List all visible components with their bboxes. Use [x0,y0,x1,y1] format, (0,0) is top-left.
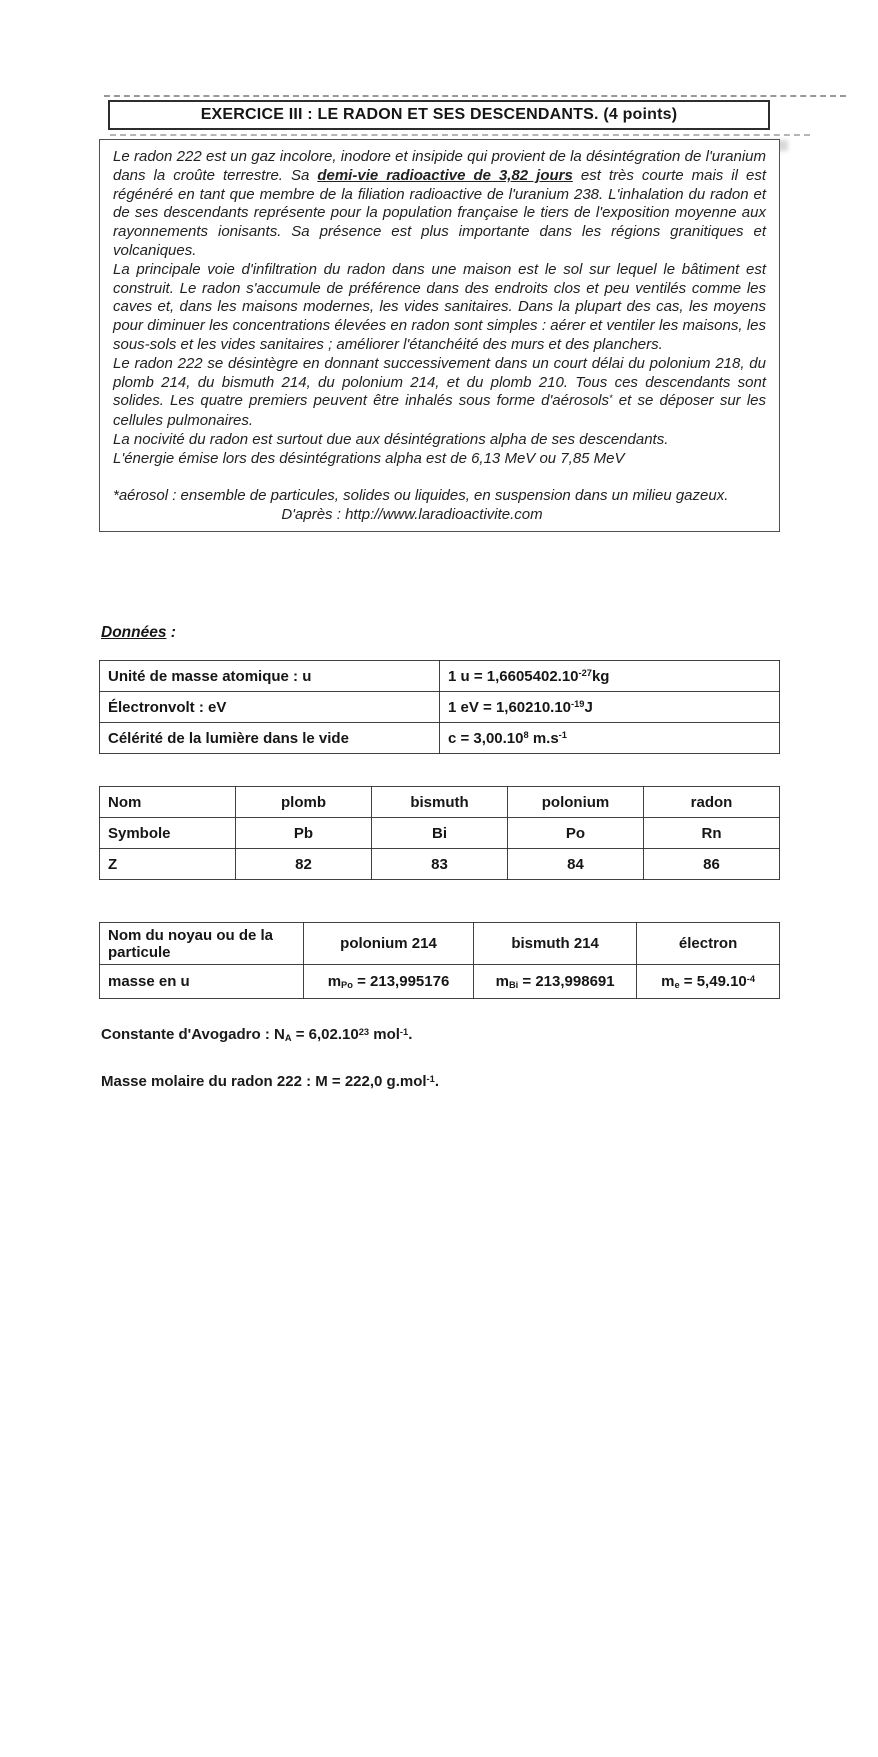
mass-value: mPo = 213,995176 [304,965,474,999]
aerosol-footnote: *aérosol : ensemble de particules, solides ou liquides, en suspension dans un milieu gazeux. [113,486,729,504]
intro-text-box [99,139,780,532]
table-row [100,661,780,692]
elements-table [99,786,780,880]
element-z: 84 [508,849,644,880]
constant-value: $c = 3,00.10^8$ $m.s^{-1}$ [440,723,780,754]
intro-paragraph-2: La principale voie d'infiltration du radon dans une maison est le sol sur lequel le bâtiment est construit. Le radon s'accumule de préférence dans des endroits clos et peu ventilés comme les caves et, dans les maisons modernes, les vides sanitaires. Dans la plupart des cas, les moyens pour diminuer les concentrations élevées en radon sont simples : aérer et ventiler les maisons, les sous-sols et les vides sanitaires ; améliorer l'étanchéité des murs et des planchers. [113,260,766,353]
element-name: polonium [508,787,644,818]
scan-artifact-line [110,134,810,136]
donnees-heading: Données : [101,624,176,641]
source-line: D'après : http://www.laradioactivite.com [281,506,543,524]
scan-artifact-line [104,95,846,97]
masses-table [99,922,780,999]
element-z: 83 [372,849,508,880]
column-header: bismuth 214 [474,923,637,965]
table-row [100,965,780,999]
intro-paragraph-1: Le radon 222 est un gaz incolore, inodore et insipide qui provient de la désintégration de l'uranium dans la croûte terrestre. Sa demi-vie radioactive de 3,82 jours est très courte mais il est régénéré en tant que membre de la filiation radioactive de l'uranium 238. L'inhalation du radon et de ses descendants représente pour la population française le tiers de l'exposition moyenne aux rayonnements ionisants. Sa présence est plus importante dans les régions granitiques et volcaniques. [113,148,766,259]
constant-label: Célérité de la lumière dans le vide [100,723,440,754]
constant-label: Unité de masse atomique : u [100,661,440,692]
avogadro-constant-line: Constante d'Avogadro : NA = $6,02.10^{23}$ mol$^{-1}$. [101,1026,413,1044]
exercise-title-box [108,100,770,130]
row-header: masse en u [100,965,304,999]
column-header: Nom du noyau ou de la particule [100,923,304,965]
element-symbol: Pb [236,818,372,849]
element-symbol: Bi [372,818,508,849]
constant-value: 1 $u = 1,6605402.10^{-27}kg$ [440,661,780,692]
mass-value: me = $5,49.10^{-4}$ [637,965,780,999]
intro-paragraph-4: La nocivité du radon est surtout due aux désintégrations alpha de ses descendants. [113,430,669,448]
molar-mass-line: Masse molaire du radon 222 : M = 222,0 g.mol$^{-1}$. [101,1073,439,1090]
element-name: plomb [236,787,372,818]
element-symbol: Po [508,818,644,849]
table-row [100,723,780,754]
table-row [100,787,780,818]
intro-paragraph-3: Le radon 222 se désintègre en donnant successivement dans un court délai du polonium 218, du plomb 214, du bismuth 214, du polonium 214, et du plomb 210. Tous ces descendants sont solides. Les quatre premiers peuvent être inhalés sous forme d'aérosols* et se déposer sur les cellules pulmonaires. [113,354,766,430]
element-z: 86 [644,849,780,880]
intro-paragraph-5: L'énergie émise lors des désintégrations alpha est de 6,13 MeV ou 7,85 MeV [113,449,625,467]
table-row [100,818,780,849]
row-header: Symbole [100,818,236,849]
mass-value: mBi = 213,998691 [474,965,637,999]
table-row [100,849,780,880]
exercise-title: EXERCICE III : LE RADON ET SES DESCENDANTS. (4 points) [200,106,678,123]
table-row [100,923,780,965]
element-name: bismuth [372,787,508,818]
constant-label: Électronvolt : eV [100,692,440,723]
element-name: radon [644,787,780,818]
table-row [100,692,780,723]
element-z: 82 [236,849,372,880]
column-header: polonium 214 [304,923,474,965]
column-header: électron [637,923,780,965]
constants-table [99,660,780,754]
constant-value: 1 eV = $1,60210.10^{-19}J$ [440,692,780,723]
row-header: Nom [100,787,236,818]
row-header: Z [100,849,236,880]
element-symbol: Rn [644,818,780,849]
